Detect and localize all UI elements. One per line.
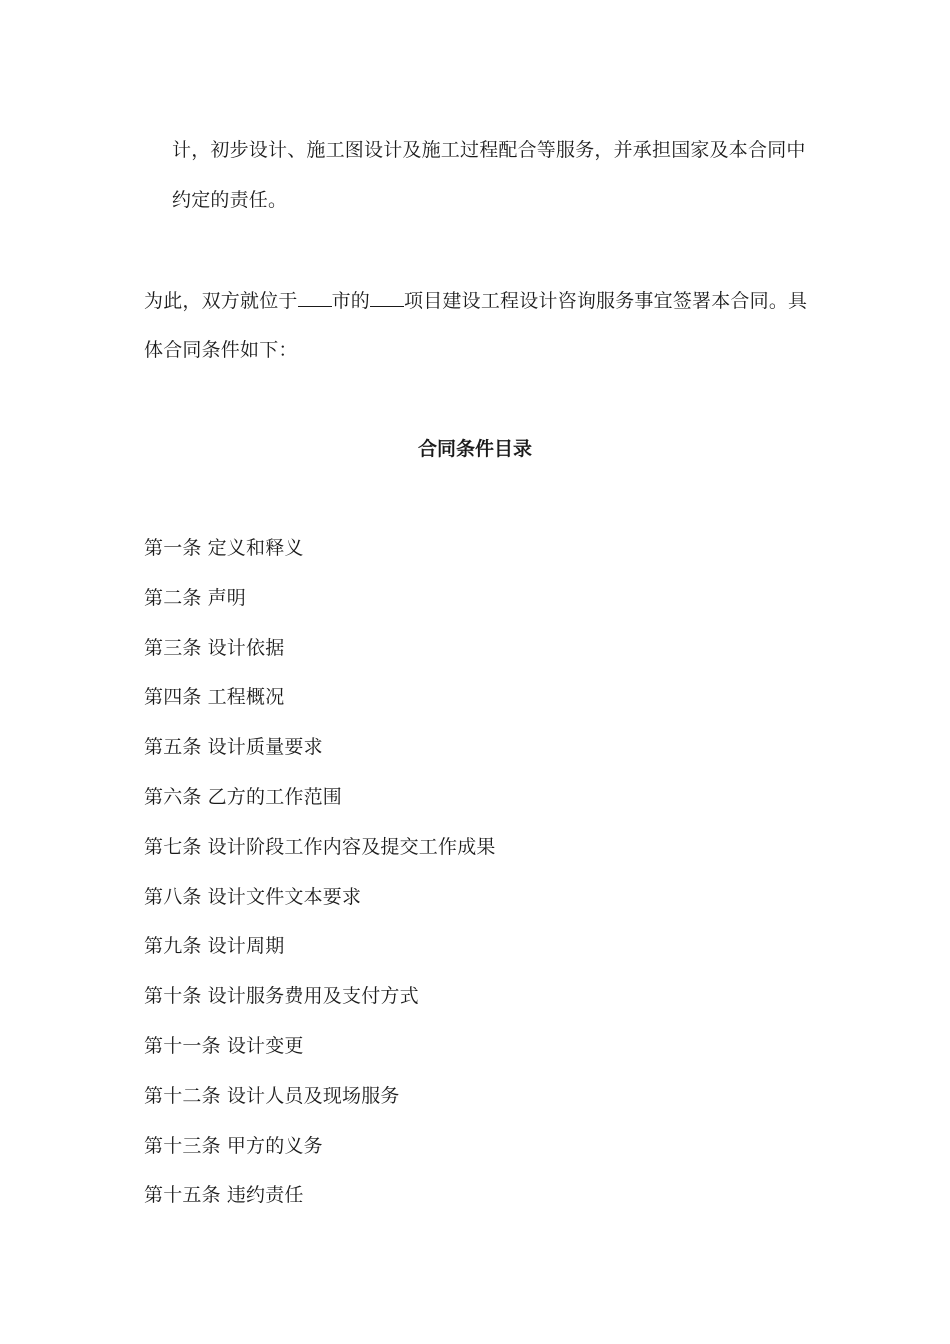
toc-item-number: 第十条: [144, 985, 202, 1007]
toc-item-text: 定义和释义: [207, 537, 304, 559]
toc-item-text: 乙方的工作范围: [207, 786, 343, 808]
toc-item-number: 第三条: [144, 637, 202, 659]
toc-item: [144, 586, 246, 610]
toc-item-text: 设计周期: [207, 935, 285, 957]
toc-item-number: 第九条: [144, 935, 202, 957]
toc-item: [144, 536, 304, 560]
toc-item: [144, 636, 284, 660]
purpose-line-1: [144, 288, 807, 313]
toc-title: 合同条件目录: [417, 438, 532, 460]
intro-line-1: 计，初步设计、施工图设计及施工过程配合等服务，并承担国家及本合同中: [172, 139, 806, 161]
toc-item-number: 第十二条: [144, 1085, 221, 1107]
purpose-line-2: 体合同条件如下：: [144, 339, 298, 361]
toc-item-text: 设计质量要求: [207, 736, 323, 758]
toc-item-text: 设计人员及现场服务: [226, 1085, 400, 1107]
purpose-text-2: 市的: [331, 290, 371, 312]
project-blank: [370, 288, 404, 307]
purpose-text-1: 为此，双方就位于: [144, 290, 298, 312]
intro-line-2: 约定的责任。: [172, 189, 288, 211]
toc-item-number: 第二条: [144, 587, 202, 609]
toc-item-number: 第十一条: [144, 1035, 221, 1057]
toc-item: [144, 984, 419, 1008]
toc-item-text: 设计依据: [207, 637, 285, 659]
toc-item-text: 设计变更: [226, 1035, 304, 1057]
toc-item-number: 第一条: [144, 537, 202, 559]
purpose-text-3: 项目建设工程设计咨询服务事宜签署本合同。具: [404, 290, 808, 312]
toc-item-text: 设计阶段工作内容及提交工作成果: [207, 836, 496, 858]
toc-item-text: 声明: [207, 587, 247, 609]
toc-item-number: 第十三条: [144, 1135, 221, 1157]
toc-item-text: 违约责任: [226, 1184, 304, 1206]
toc-item-number: 第八条: [144, 886, 202, 908]
toc-item: [144, 1183, 304, 1207]
toc-item: [144, 885, 361, 909]
toc-item: [144, 1134, 323, 1158]
city-blank: [298, 288, 332, 307]
toc-item-number: 第五条: [144, 736, 202, 758]
toc-item: [144, 735, 323, 759]
toc-item: [144, 1084, 400, 1108]
toc-item: [144, 835, 496, 859]
toc-item-number: 第十五条: [144, 1184, 221, 1206]
toc-item-text: 工程概况: [207, 686, 285, 708]
toc-item-text: 设计文件文本要求: [207, 886, 362, 908]
toc-item-text: 设计服务费用及支付方式: [207, 985, 419, 1007]
toc-item-number: 第七条: [144, 836, 202, 858]
toc-item-number: 第四条: [144, 686, 202, 708]
toc-item-number: 第六条: [144, 786, 202, 808]
toc-item-text: 甲方的义务: [226, 1135, 323, 1157]
toc-item: [144, 1034, 304, 1058]
toc-item: [144, 934, 284, 958]
toc-item: [144, 785, 342, 809]
toc-item: [144, 685, 284, 709]
